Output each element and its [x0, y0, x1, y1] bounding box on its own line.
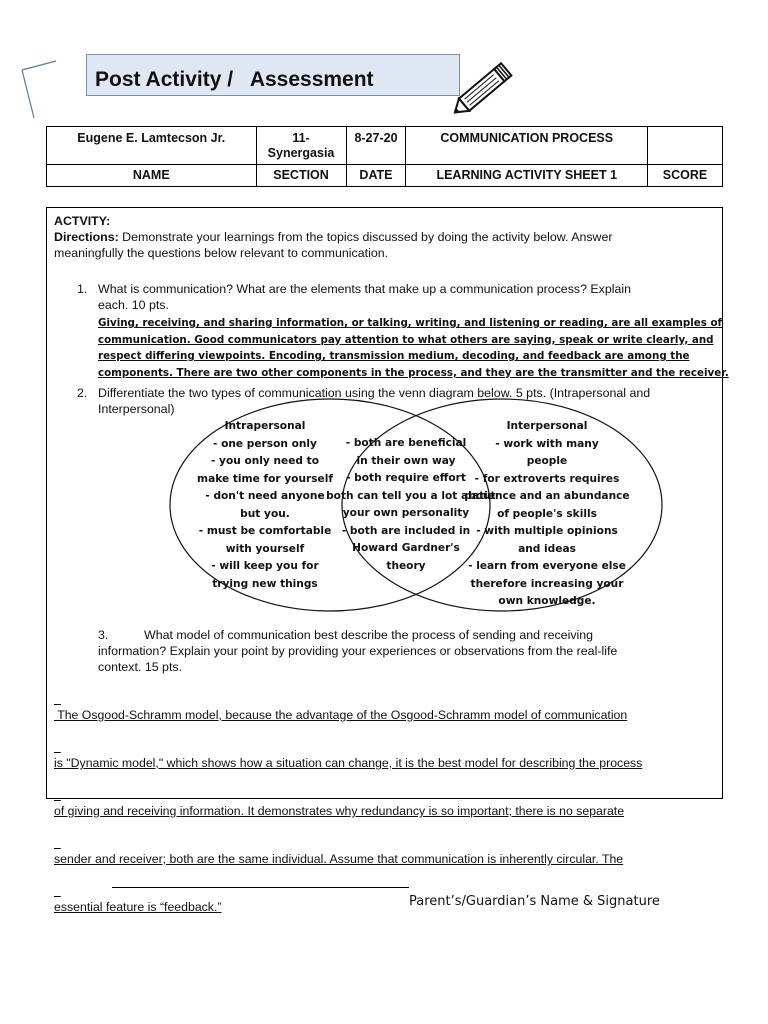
q3-answer-line: is "Dynamic model," which shows how a situation can change, it is the best model for describing the process [54, 756, 643, 770]
q3-number: 3. [98, 628, 109, 642]
q3-line-3: context. 15 pts. [98, 660, 183, 674]
venn-middle-item: theory [386, 559, 426, 572]
q2-line-1: Differentiate the two types of communication using the venn diagram below. 5 pts. (Intrapersonal and [98, 386, 651, 400]
q3-answer-line: essential feature is “feedback.” [54, 900, 222, 914]
q3-answer-line: sender and receiver; both are the same individual. Assume that communication is inherently circular. The [54, 852, 624, 866]
q3-line-1: What model of communication best describe the process of sending and receiving [144, 628, 594, 642]
venn-left-item: - must be comfortable [198, 525, 332, 537]
directions-line-2: meaningfully the questions below relevant to communication. [54, 246, 389, 260]
q3-answer [54, 675, 642, 931]
venn-left-item: - one person only [213, 437, 317, 450]
venn-right-item: - with multiple opinions [476, 525, 618, 537]
venn-middle-item: - both are beneficial [345, 437, 467, 449]
q1-answer-line: communication. Good communicators pay attention to what others are saying, speak or write clearly, and [98, 333, 714, 346]
section-label: SECTION [256, 165, 346, 187]
q1-line-1: What is communication? What are the elements that make up a communication process? Explain [98, 282, 632, 296]
date-label: DATE [346, 165, 406, 187]
signature-label: Parent’s/Guardian’s Name & Signature [409, 894, 660, 909]
sheet-label: LEARNING ACTIVITY SHEET 1 [406, 165, 648, 187]
q1-answer-line: respect differing viewpoints. Encoding, transmission medium, decoding, and feedback are among the [98, 350, 690, 363]
venn-left-item: - will keep you for [211, 560, 319, 572]
q3-answer-line: The Osgood-Schramm model, because the advantage of the Osgood-Schramm model of communication [54, 708, 628, 722]
date-value: 8-27-20 [346, 127, 406, 165]
venn-right-item: patience and an abundance [464, 490, 630, 502]
venn-right-section [432, 418, 662, 611]
venn-left-item: with yourself [225, 542, 305, 555]
venn-middle-item: Howard Gardner's [352, 542, 460, 554]
q3-answer-line: of giving and receiving information. It demonstrates why redundancy is so important; there is no separate [54, 804, 625, 818]
venn-middle-item: - both require effort [346, 472, 466, 484]
q3-line-2: information? Explain your point by providing your experiences or observations from the real-life [98, 644, 618, 658]
venn-left-item: but you. [240, 507, 290, 520]
venn-right-item: and ideas [518, 542, 576, 555]
signature-line [112, 887, 409, 888]
q1-answer-line: components. There are two other components in the process, and they are the transmitter and the receiver. [98, 366, 729, 379]
venn-right-item: - work with many [495, 437, 599, 450]
venn-middle-item: - both are included in [341, 524, 471, 537]
name-value: Eugene E. Lamtecson Jr. [47, 127, 257, 165]
venn-middle-item: - both can tell you a lot about [318, 489, 496, 502]
section-value-text: 11- Synergasia [267, 131, 335, 160]
directions-line-1: Demonstrate your learnings from the topics discussed by doing the activity below. Answer [118, 230, 613, 244]
venn-left-title: Intrapersonal [224, 420, 306, 432]
q1-answer-line: Giving, receiving, and sharing information, or talking, writing, and listening or reading, are all examples of [98, 317, 723, 329]
venn-left-item: trying new things [212, 577, 318, 590]
name-label: NAME [47, 165, 257, 187]
venn-right-item: therefore increasing your [470, 577, 624, 590]
page-title: Post Activity / Assessment [95, 68, 374, 91]
venn-right-item: - for extroverts requires [474, 472, 620, 485]
score-label: SCORE [648, 165, 723, 187]
q1-line-2: each. 10 pts. [98, 298, 169, 312]
venn-right-item: - learn from everyone else [468, 560, 626, 572]
q2-line-2: Interpersonal) [98, 402, 175, 416]
venn-middle-item: in their own way [356, 454, 456, 467]
venn-left-item: make time for yourself [197, 472, 333, 485]
venn-left-item: - don't need anyone [205, 490, 325, 502]
venn-right-item: own knowledge. [498, 595, 596, 607]
sheet-value: COMMUNICATION PROCESS [406, 127, 648, 165]
venn-right-title: Interpersonal [506, 420, 588, 432]
q2-number: 2. [77, 386, 88, 400]
activity-heading: ACTVITY: [54, 214, 111, 228]
venn-middle-item: your own personality [342, 507, 470, 519]
venn-right-item: of people's skills [497, 507, 597, 520]
venn-left-item: - you only need to [210, 455, 320, 467]
q1-number: 1. [77, 282, 88, 296]
directions-label: Directions: [54, 230, 119, 244]
venn-right-item: people [526, 455, 568, 467]
